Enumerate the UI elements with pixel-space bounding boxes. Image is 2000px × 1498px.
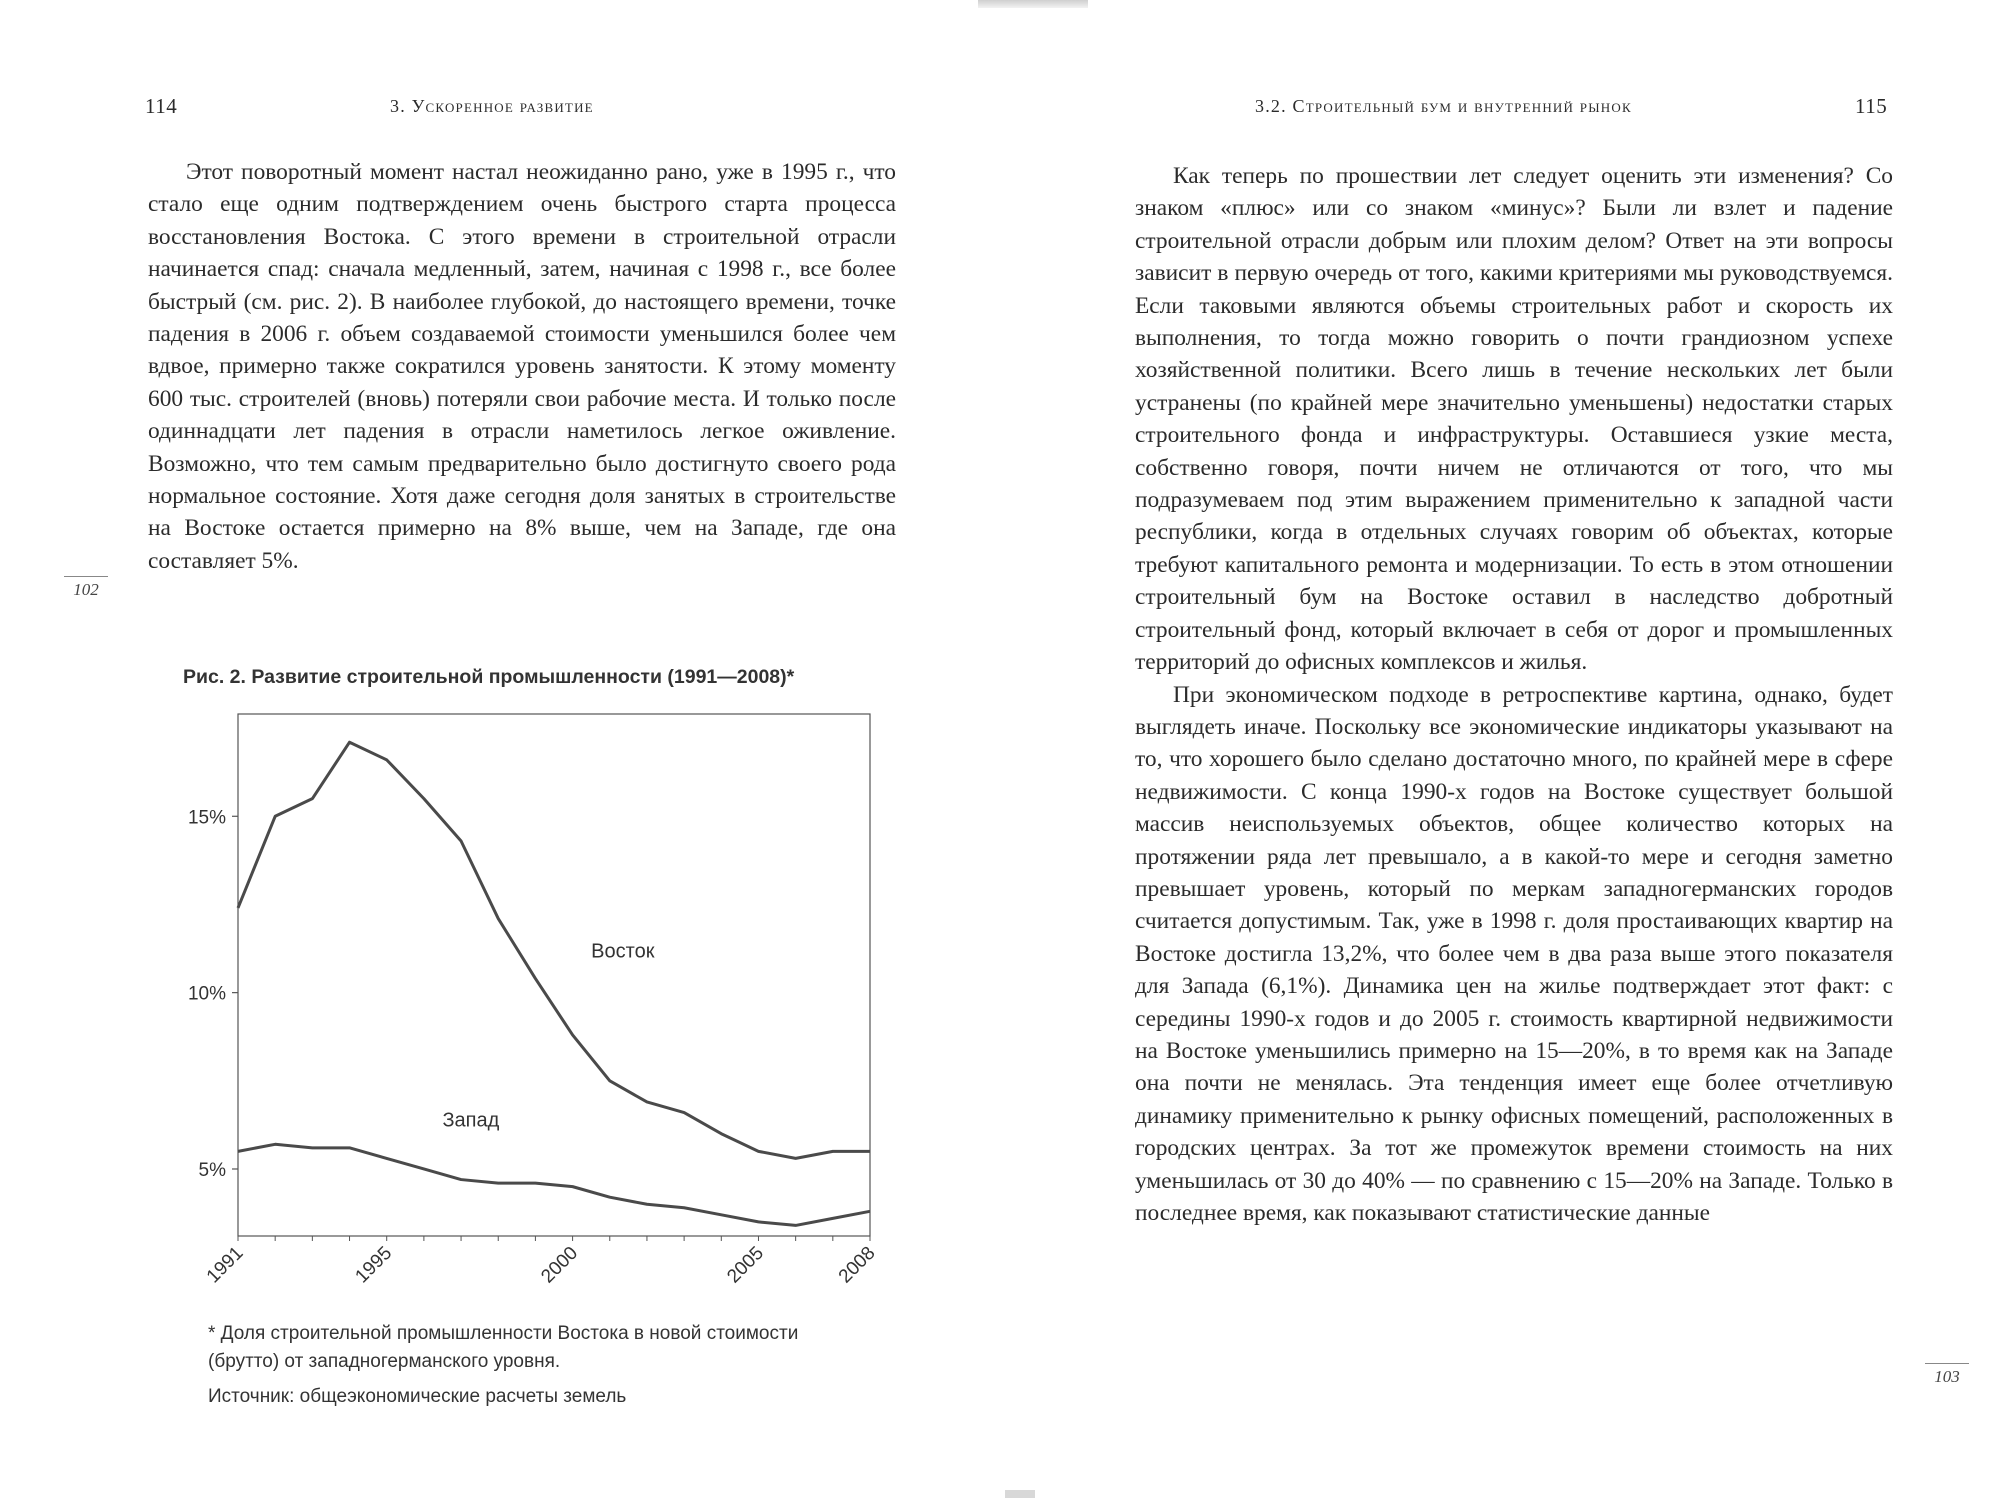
series-line-east — [238, 742, 870, 1158]
series-lines — [238, 742, 870, 1225]
paragraph: Этот поворотный момент настал неожиданно рано, уже в 1995 г., что стало еще одним подтверждением очень быстрого старта процесса восстановления Востока. С этого времени в строительной отрасли начинается спад: сначала медленный, затем, начиная с 1998 г., все более быстрый (см. рис. 2). В наиболее глубокой, до настоящего времени, точке падения в 2006 г. объем создаваемой стоимости уменьшился более чем вдвое, примерно также сократился уровень занятости. К этому моменту 600 тыс. строителей (вновь) потеряли свои рабочие места. И только после одиннадцати лет падения в отрасли наметилось легкое оживление. Возможно, что тем самым предварительно было достигнуто своего рода нормальное состояние. Хотя даже сегодня доля занятых в строительстве на Востоке остается примерно на 8% выше, чем на Западе, где она составляет 5%. — [148, 159, 896, 574]
x-tick-label: 2000 — [537, 1242, 583, 1288]
plot-frame — [238, 714, 870, 1236]
series-label: Запад — [442, 1109, 500, 1132]
line-chart — [140, 705, 900, 1320]
y-tick-label: 10% — [187, 983, 226, 1005]
running-head-left: 3. Ускоренное развитие — [390, 96, 594, 116]
series-label: Восток — [591, 940, 655, 963]
figure-note: * Доля строительной промышленности Востока в новой стоимости (брутто) от западногерманского уровня. — [208, 1323, 799, 1372]
book-spine-bottom — [1005, 1490, 1035, 1498]
x-tick-label: 1991 — [202, 1242, 248, 1288]
book-spine-shadow — [978, 0, 1088, 8]
paragraph: При экономическом подходе в ретроспективе картина, однако, будет выглядеть иначе. Поскольку все экономические индикаторы указывают на то, что хорошего было сделано достаточно много, по крайней мере в сфере недвижимости. С конца 1990-х годов на Востоке существует большой массив неиспользуемых объектов, общее количество которых на протяжении ряда лет превышало, а в какой-то мере и сегодня заметно превышает уровень, который по меркам западногерманских городов считается допустимым. Так, уже в 1998 г. доля простаивающих квартир на Востоке достигла 13,2%, что более чем в два раза выше этого показателя для Запада (6,1%). Динамика цен на жилье подтверждает этот факт: с середины 1990-х годов и до 2005 г. стоимость квартирной недвижимости на Востоке уменьшились примерно на 15—20%, в то время как на Западе она почти не менялась. Эта тенденция имеет еще более отчетливую динамику применительно к рынку офисных помещений, расположенных в городских центрах. За тот же промежуток времени стоимость на них уменьшилась от 30 до 40% — по сравнению с 15—20% на Западе. Только в последнее время, как показывают статистические данные — [1135, 681, 1893, 1226]
running-head-right: 3.2. Строительный бум и внутренний рынок — [1255, 96, 1632, 116]
margin-number-left: 102 — [64, 576, 108, 600]
x-axis — [203, 1236, 880, 1287]
x-tick-label: 1995 — [351, 1242, 397, 1288]
y-axis — [188, 807, 238, 1181]
right-page-body — [1135, 160, 1893, 1229]
y-tick-label: 5% — [198, 1159, 226, 1181]
page-number-right: 115 — [1855, 94, 1888, 118]
x-tick-label: 2005 — [723, 1242, 769, 1288]
figure-title: Рис. 2. Развитие строительной промышленности (1991—2008)* — [183, 666, 795, 688]
series-line-west — [238, 1144, 870, 1225]
page-number-left: 114 — [145, 94, 178, 118]
paragraph: Как теперь по прошествии лет следует оценить эти изменения? Со знаком «плюс» или со знаком «минус»? Были ли взлет и падение строительной отрасли добрым или плохим делом? Ответ на эти вопросы зависит в первую очередь от того, какими критериями мы руководствуемся. Если таковыми являются объемы строительных работ и скорость их выполнения, то тогда можно говорить о почти грандиозном успехе хозяйственной политики. Всего лишь в течение нескольких лет были устранены (по крайней мере значительно уменьшены) недостатки старых строительного фонда и инфраструктуры. Оставшиеся узкие места, собственно говоря, почти ничем не отличаются от того, что мы подразумеваем под этим выражением применительно к западной части республики, когда в отдельных случаях говорим об объектах, которые требуют капитального ремонта и модернизации. То есть в этом отношении строительный бум на Востоке оставил в наследство добротный строительный фонд, который включает в себя от дорог и промышленных территорий до офисных комплексов и жилья. — [1135, 163, 1893, 676]
y-tick-label: 15% — [187, 807, 226, 829]
x-tick-label: 2008 — [834, 1242, 880, 1288]
series-labels — [442, 940, 654, 1131]
margin-number-right: 103 — [1925, 1363, 1969, 1387]
figure-source: Источник: общеэкономические расчеты земель — [208, 1386, 627, 1407]
left-page-body — [148, 156, 896, 577]
